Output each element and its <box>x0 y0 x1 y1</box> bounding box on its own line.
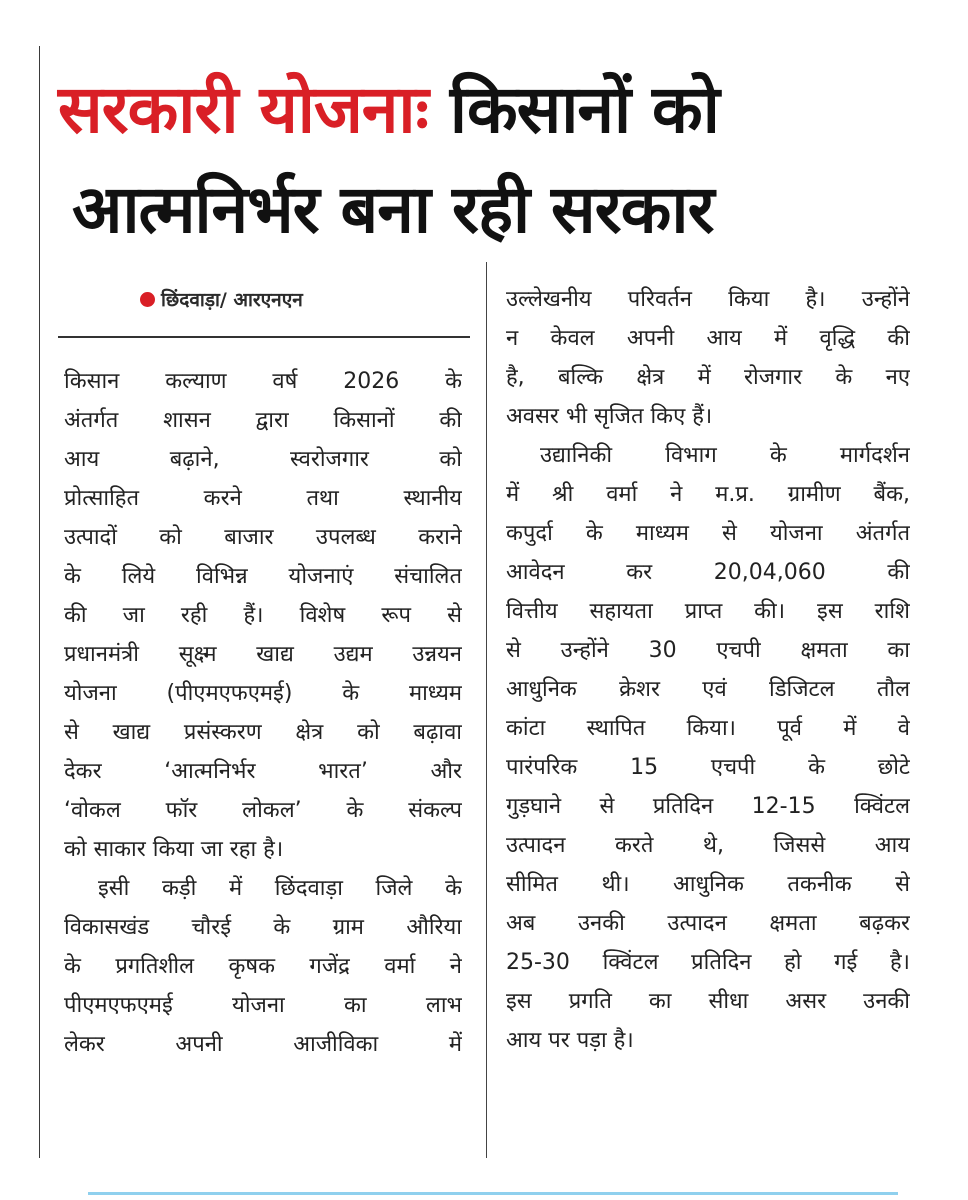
text-line: पारंपरिक 15 एचपी के छोटे <box>506 755 910 780</box>
text-line: वित्तीय सहायता प्राप्त की। इस राशि <box>506 599 910 624</box>
text-line: योजना (पीएमएफएमई) के माध्यम <box>64 681 462 706</box>
text-line: कपुर्दा के माध्यम से योजना अंतर्गत <box>506 521 910 546</box>
text-line: न केवल अपनी आय में वृद्धि की <box>506 326 910 351</box>
dateline-rule <box>58 336 470 338</box>
left-margin-rule <box>39 46 40 1158</box>
text-line: के प्रगतिशील कृषक गजेंद्र वर्मा ने <box>64 954 462 979</box>
left-column <box>64 362 462 1064</box>
text-line: इसी कड़ी में छिंदवाड़ा जिले के <box>98 876 462 901</box>
text-line: लेकर अपनी आजीविका में <box>64 1032 462 1057</box>
text-line: के लिये विभिन्न योजनाएं संचालित <box>64 564 462 589</box>
headline-red-part: सरकारी योजनाः <box>58 71 428 148</box>
column-divider <box>486 262 487 1158</box>
dateline-text: छिंदवाड़ा/ आरएनएन <box>161 289 303 311</box>
headline-line-2: आत्मनिर्भर बना रही सरकार <box>72 171 714 248</box>
headline-line-1 <box>58 60 938 160</box>
text-line: प्रधानमंत्री सूक्ष्म खाद्य उद्यम उन्नयन <box>64 642 462 667</box>
text-line: किसान कल्याण वर्ष 2026 के <box>64 369 462 394</box>
headline-black-part: किसानों को <box>449 71 719 148</box>
text-line: ‘वोकल फॉर लोकल’ के संकल्प <box>64 798 462 823</box>
text-line: है, बल्कि क्षेत्र में रोजगार के नए <box>506 365 910 390</box>
red-bullet-icon <box>140 292 155 307</box>
text-line: कांटा स्थापित किया। पूर्व में वे <box>506 716 910 741</box>
left-paragraph-2 <box>64 869 462 1064</box>
text-line: विकासखंड चौरई के ग्राम औरिया <box>64 915 462 940</box>
text-line: की जा रही हैं। विशेष रूप से <box>64 603 462 628</box>
text-line: पीएमएफएमई योजना का लाभ <box>64 993 462 1018</box>
text-line: में श्री वर्मा ने म.प्र. ग्रामीण बैंक, <box>506 482 910 507</box>
headline <box>58 60 938 260</box>
right-paragraph-1 <box>506 280 910 436</box>
right-paragraph-2 <box>506 436 910 1060</box>
text-line: आय बढ़ाने, स्वरोजगार को <box>64 447 462 472</box>
text-line: इस प्रगति का सीधा असर उनकी <box>506 989 910 1014</box>
text-line: से खाद्य प्रसंस्करण क्षेत्र को बढ़ावा <box>64 720 462 745</box>
text-line: देकर ‘आत्मनिर्भर भारत’ और <box>64 759 462 784</box>
text-line: उत्पादन करते थे, जिससे आय <box>506 833 910 858</box>
text-line: गुड़घाने से प्रतिदिन 12-15 क्विंटल <box>506 794 910 819</box>
text-line: अवसर भी सृजित किए हैं। <box>506 404 713 429</box>
text-line: अंतर्गत शासन द्वारा किसानों की <box>64 408 462 433</box>
text-line: उल्लेखनीय परिवर्तन किया है। उन्होंने <box>506 287 910 312</box>
text-line: को साकार किया जा रहा है। <box>64 837 284 862</box>
right-column <box>506 280 910 1060</box>
dateline <box>140 285 303 315</box>
left-paragraph-1 <box>64 362 462 869</box>
text-line: आय पर पड़ा है। <box>506 1028 634 1053</box>
text-line: प्रोत्साहित करने तथा स्थानीय <box>64 486 462 511</box>
text-line: से उन्होंने 30 एचपी क्षमता का <box>506 638 910 663</box>
text-line: आधुनिक क्रेशर एवं डिजिटल तौल <box>506 677 910 702</box>
text-line: 25-30 क्विंटल प्रतिदिन हो गई है। <box>506 950 910 975</box>
text-line: उद्यानिकी विभाग के मार्गदर्शन <box>540 443 910 468</box>
text-line: उत्पादों को बाजार उपलब्ध कराने <box>64 525 462 550</box>
text-line: अब उनकी उत्पादन क्षमता बढ़कर <box>506 911 910 936</box>
text-line: सीमित थी। आधुनिक तकनीक से <box>506 872 910 897</box>
bottom-rule <box>88 1192 898 1195</box>
text-line: आवेदन कर 20,04,060 की <box>506 560 910 585</box>
